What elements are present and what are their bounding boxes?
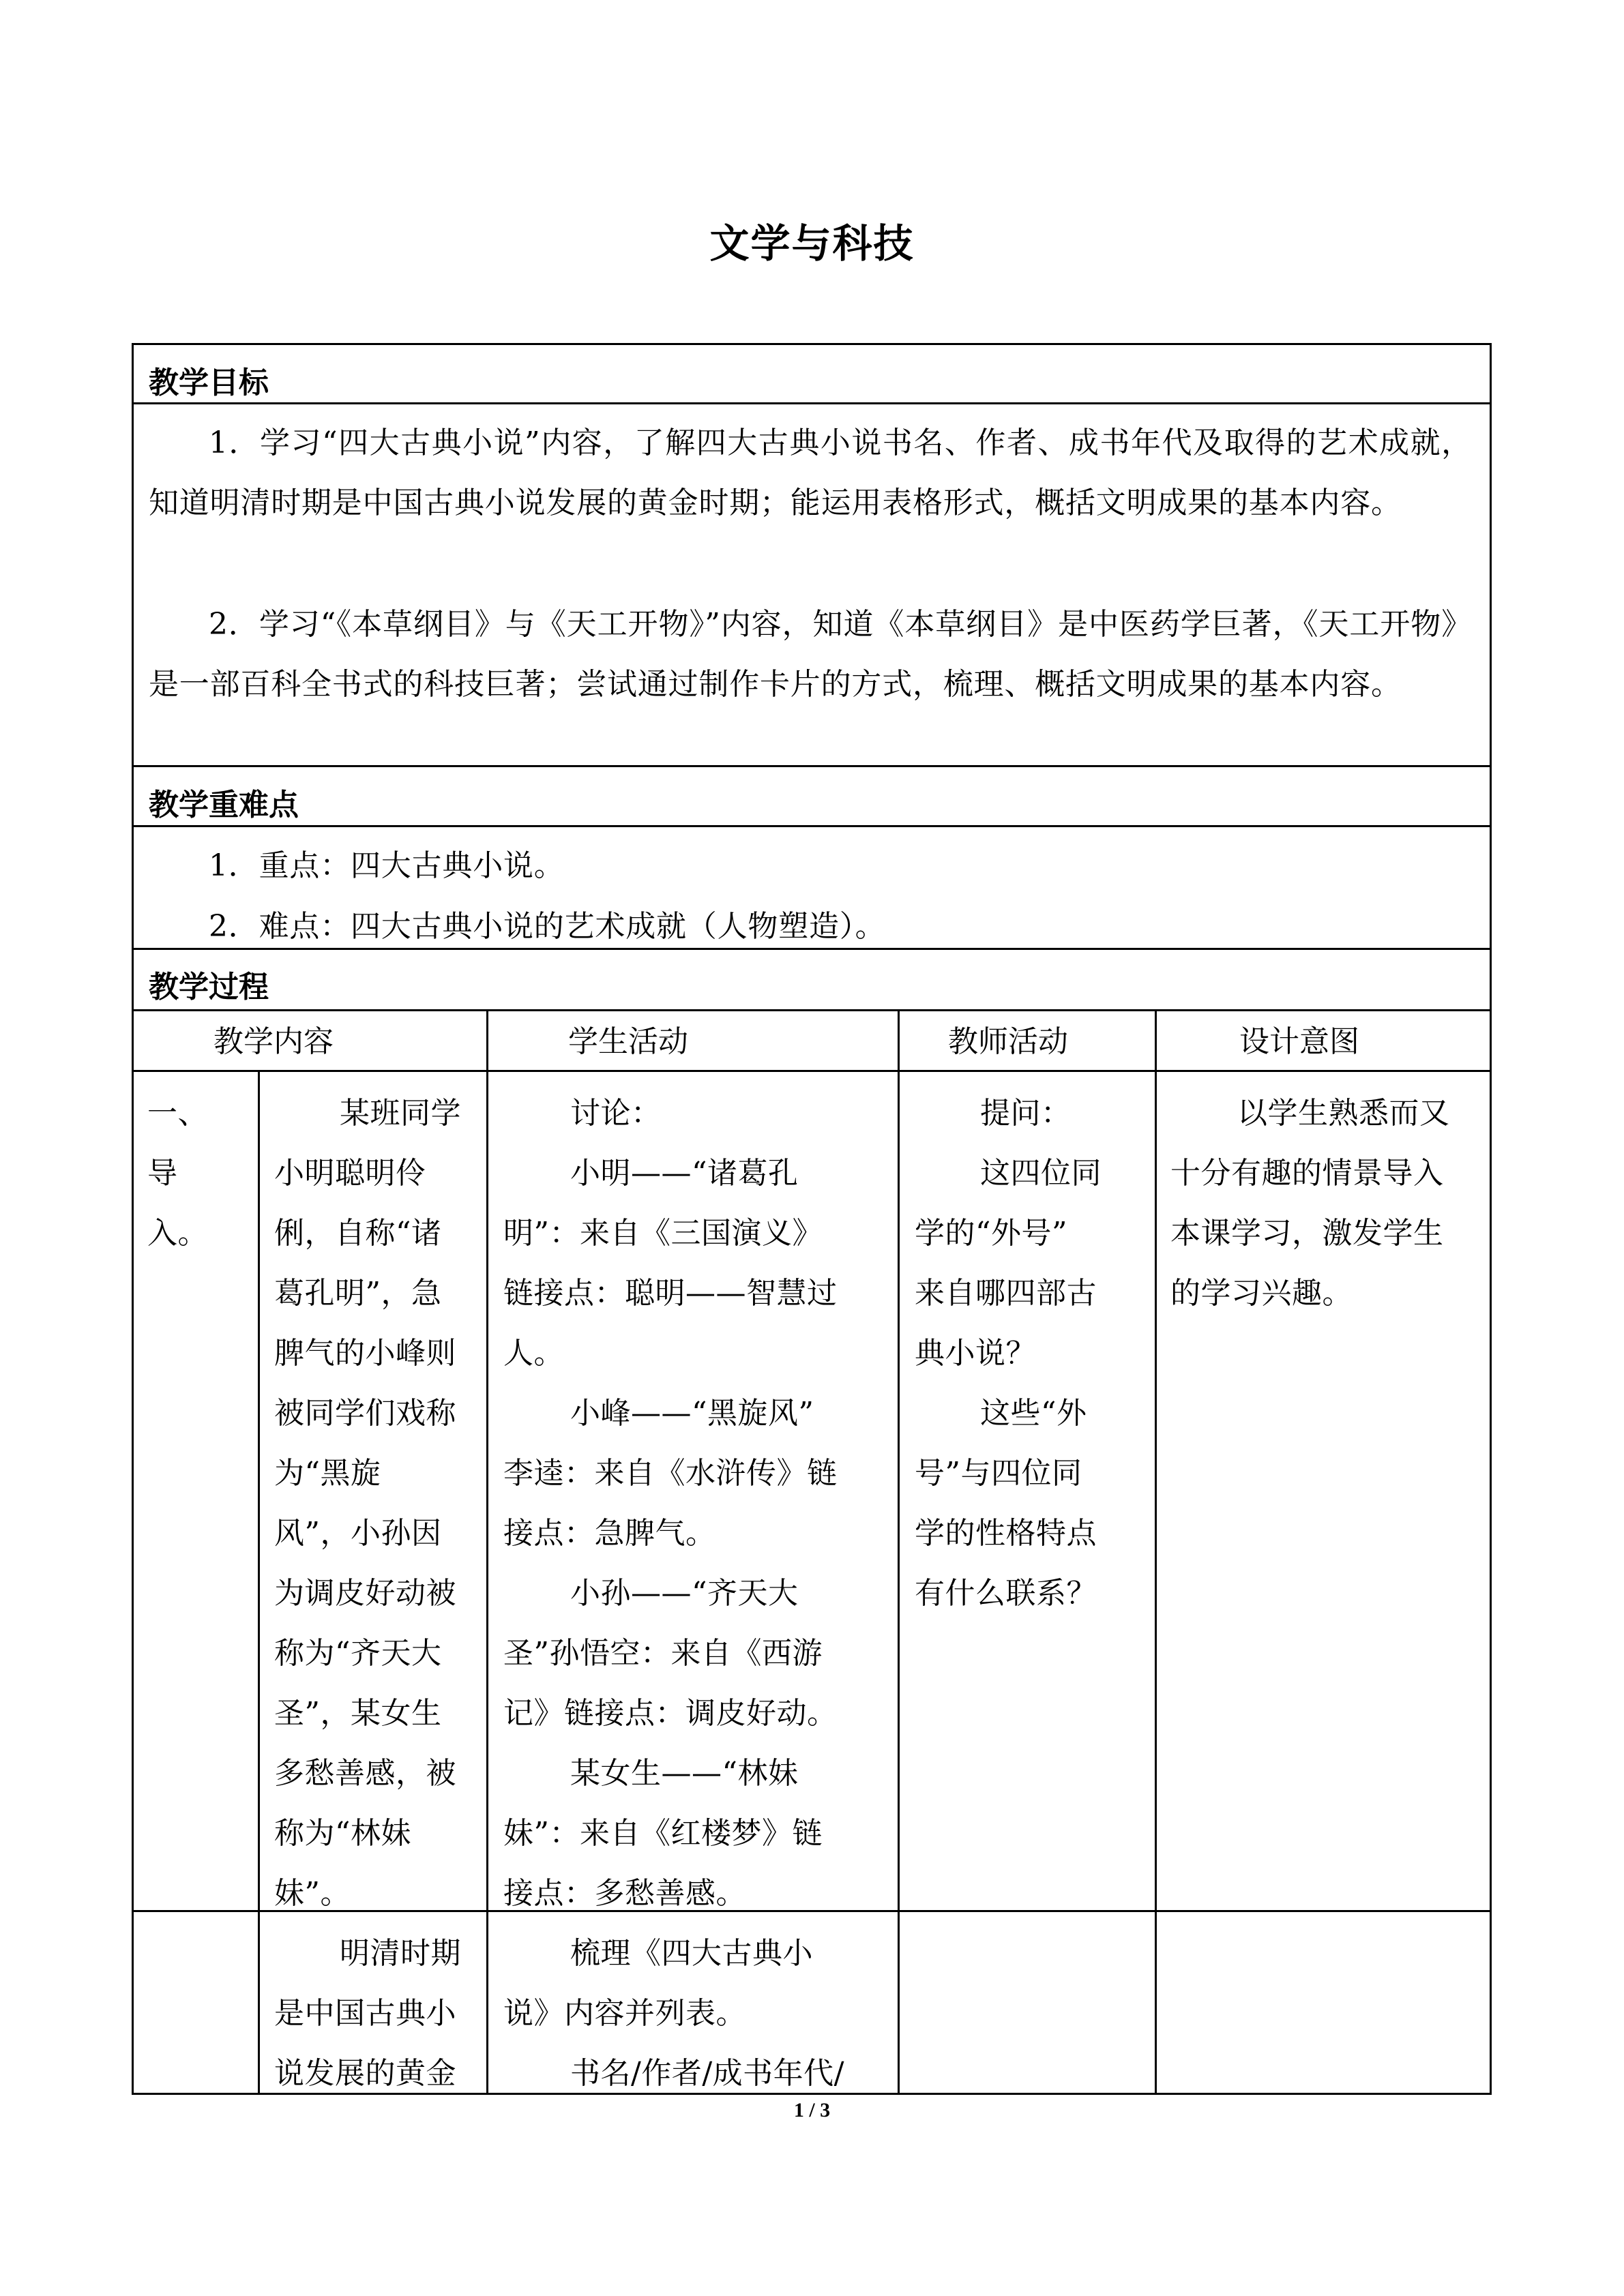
row1-content-line: 葛孔明”，急 [274, 1276, 442, 1311]
row1-teacher-line: 这些“外 [980, 1396, 1087, 1431]
row1-intent-cell [1170, 1084, 1488, 1324]
row1-stage-cell [147, 1084, 250, 1264]
rule-keypoints-head [132, 825, 1492, 827]
column-header-teacher: 教师活动 [948, 1024, 1068, 1059]
row1-student-line: 接点：多愁善感。 [503, 1876, 746, 1911]
row1-content-line: 妹”。 [274, 1876, 351, 1911]
row1-student-line: 小孙——“齐天大 [570, 1576, 799, 1611]
row1-teacher-line: 有什么联系？ [915, 1576, 1097, 1611]
row1-student-cell [503, 1084, 892, 1924]
row1-teacher-line: 学的性格特点 [915, 1516, 1097, 1551]
row1-student-line: 记》链接点：调皮好动。 [503, 1696, 838, 1731]
row1-intent-line: 的学习兴趣。 [1170, 1276, 1353, 1311]
row1-content-line: 俐，自称“诸 [274, 1216, 442, 1251]
row1-student-line: 明”：来自《三国演义》 [503, 1216, 823, 1251]
rule-objectives-head [132, 402, 1492, 404]
row2-student-line: 书名/作者/成书年代/ [570, 2056, 844, 2091]
row1-teacher-cell [915, 1084, 1150, 1624]
rule-process-head [132, 1009, 1492, 1011]
column-header-intent: 设计意图 [1239, 1024, 1359, 1059]
column-header-student: 学生活动 [568, 1024, 688, 1059]
page-number: 1 / 3 [793, 2099, 831, 2121]
row1-student-line: 小明——“诸葛孔 [570, 1156, 799, 1191]
process-heading: 教学过程 [149, 970, 269, 1004]
row2-student-line: 梳理《四大古典小 [570, 1936, 813, 1971]
col-divider-content [486, 1009, 488, 2095]
col-divider-stage [258, 1070, 260, 2095]
row1-teacher-line: 来自哪四部古 [915, 1276, 1097, 1311]
row1-student-line: 链接点：聪明——智慧过 [503, 1276, 838, 1311]
row1-content-line: 风”，小孙因 [274, 1516, 442, 1551]
row1-content-line: 被同学们戏称 [274, 1396, 456, 1431]
row1-intent-line: 十分有趣的情景导入 [1170, 1156, 1444, 1191]
col-divider-student [898, 1009, 900, 2095]
row1-intent-line: 本课学习，激发学生 [1170, 1216, 1444, 1251]
objective-2: 2．学习“《本草纲目》与《天工开物》”内容，知道《本草纲目》是中医药学巨著，《天工开物》是一部百科全书式的科技巨著；尝试通过制作卡片的方式，梳理、概括文明成果的基本内容。 [149, 607, 1472, 702]
row2-student-cell [503, 1924, 892, 2104]
row1-stage-line: 入。 [147, 1216, 208, 1251]
row1-teacher-line: 提问： [980, 1096, 1072, 1131]
row1-teacher-line: 号”与四位同 [915, 1456, 1082, 1491]
row1-content-line: 称为“齐天大 [274, 1636, 442, 1671]
row2-student-line: 说》内容并列表。 [503, 1996, 746, 2031]
row1-content-line: 圣”，某女生 [274, 1696, 442, 1731]
keypoint-1: 1．重点：四大古典小说。 [209, 848, 565, 883]
row1-content-line: 称为“林妹 [274, 1816, 411, 1851]
row1-student-line: 妹”：来自《红楼梦》链 [503, 1816, 823, 1851]
col-divider-teacher [1155, 1009, 1157, 2095]
row1-student-line: 接点：急脾气。 [503, 1516, 716, 1551]
row1-teacher-line: 这四位同 [980, 1156, 1102, 1191]
row1-stage-line: 一、 [147, 1096, 208, 1131]
objective-1: 1．学习“四大古典小说”内容，了解四大古典小说书名、作者、成书年代及取得的艺术成就，知道明清时期是中国古典小说发展的黄金时期；能运用表格形式，概括文明成果的基本内容。 [149, 426, 1472, 520]
row1-content-cell [274, 1084, 479, 1924]
objectives-heading: 教学目标 [149, 366, 269, 400]
page-title: 文学与科技 [709, 220, 915, 267]
row1-intent-line: 以学生熟悉而又 [1237, 1096, 1450, 1131]
row2-content-cell [274, 1924, 479, 2104]
row1-student-line: 人。 [503, 1336, 564, 1371]
row1-content-line: 小明聪明伶 [274, 1156, 426, 1191]
row1-student-line: 李逵：来自《水浒传》链 [503, 1456, 838, 1491]
row1-content-line: 多愁善感，被 [274, 1756, 456, 1791]
row1-student-line: 圣”孙悟空：来自《西游 [503, 1636, 823, 1671]
keypoint-2: 2．难点：四大古典小说的艺术成就（人物塑造）。 [209, 909, 886, 944]
row1-content-line: 脾气的小峰则 [274, 1336, 456, 1371]
row1-content-line: 为调皮好动被 [274, 1576, 456, 1611]
row1-content-line: 为“黑旋 [274, 1456, 381, 1491]
row1-student-line: 讨论： [570, 1096, 662, 1131]
row1-content-line: 某班同学 [340, 1096, 461, 1131]
rule-keypoints-top [132, 765, 1492, 767]
row2-content-line: 是中国古典小 [274, 1996, 456, 2031]
column-header-content: 教学内容 [213, 1024, 334, 1059]
row1-student-line: 某女生——“林妹 [570, 1756, 799, 1791]
row1-student-line: 小峰——“黑旋风” [570, 1396, 814, 1431]
row1-teacher-line: 学的“外号” [915, 1216, 1067, 1251]
row2-content-line: 明清时期 [340, 1936, 461, 1971]
row1-stage-line: 导 [147, 1156, 178, 1191]
row2-content-line: 说发展的黄金 [274, 2056, 456, 2091]
keypoints-heading: 教学重难点 [149, 788, 299, 822]
row1-teacher-line: 典小说？ [915, 1336, 1036, 1371]
